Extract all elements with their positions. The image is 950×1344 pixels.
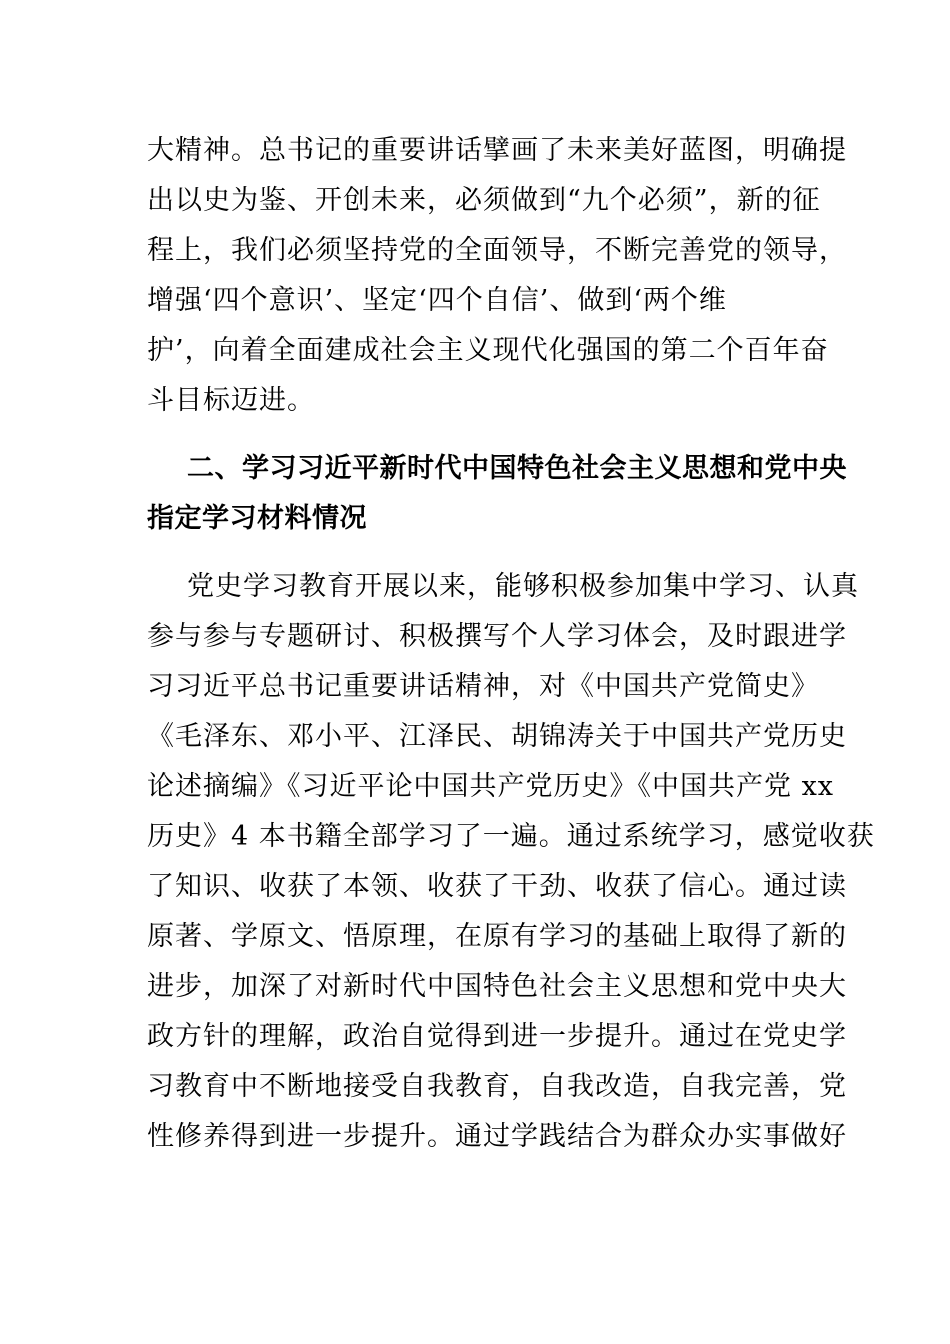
section-heading-line: 指定学习材料情况 xyxy=(147,503,367,534)
paragraph-1-line: 大精神。总书记的重要讲话擘画了未来美好蓝图，明确提 xyxy=(147,135,847,166)
paragraph-1-line: 出以史为鉴、开创未来，必须做到“九个必须”，新的征 xyxy=(147,185,821,216)
paragraph-2-line: 《毛泽东、邓小平、江泽民、胡锦涛关于中国共产党历史 xyxy=(147,721,847,752)
paragraph-1-line: 增强‘四个意识’、坚定‘四个自信’、做到‘两个维 xyxy=(147,285,727,316)
paragraph-2-line: 论述摘编》《习近平论中国共产党历史》《中国共产党 xx xyxy=(147,771,835,802)
paragraph-2-line: 进步，加深了对新时代中国特色社会主义思想和党中央大 xyxy=(147,971,847,1002)
paragraph-1-line: 护’，向着全面建成社会主义现代化强国的第二个百年奋 xyxy=(147,335,829,366)
paragraph-2-line: 习教育中不断地接受自我教育，自我改造，自我完善，党 xyxy=(147,1071,847,1102)
section-heading-line: 二、学习习近平新时代中国特色社会主义思想和党中央 xyxy=(187,453,847,484)
paragraph-2-line: 习习近平总书记重要讲话精神，对《中国共产党简史》 xyxy=(147,671,819,702)
paragraph-1-line: 程上，我们必须坚持党的全面领导，不断完善党的领导， xyxy=(147,235,847,266)
paragraph-2-line: 政方针的理解，政治自觉得到进一步提升。通过在党史学 xyxy=(147,1021,847,1052)
paragraph-2-line: 原著、学原文、悟原理，在原有学习的基础上取得了新的 xyxy=(147,921,847,952)
paragraph-2-line: 历史》4 本书籍全部学习了一遍。通过系统学习，感觉收获 xyxy=(147,821,875,852)
paragraph-2-line: 了知识、收获了本领、收获了干劲、收获了信心。通过读 xyxy=(147,871,847,902)
paragraph-2-line: 参与参与专题研讨、积极撰写个人学习体会，及时跟进学 xyxy=(147,621,847,652)
paragraph-2-line: 党史学习教育开展以来，能够积极参加集中学习、认真 xyxy=(187,571,859,602)
paragraph-1-line: 斗目标迈进。 xyxy=(147,385,315,416)
paragraph-2-line: 性修养得到进一步提升。通过学践结合为群众办实事做好 xyxy=(147,1121,847,1152)
